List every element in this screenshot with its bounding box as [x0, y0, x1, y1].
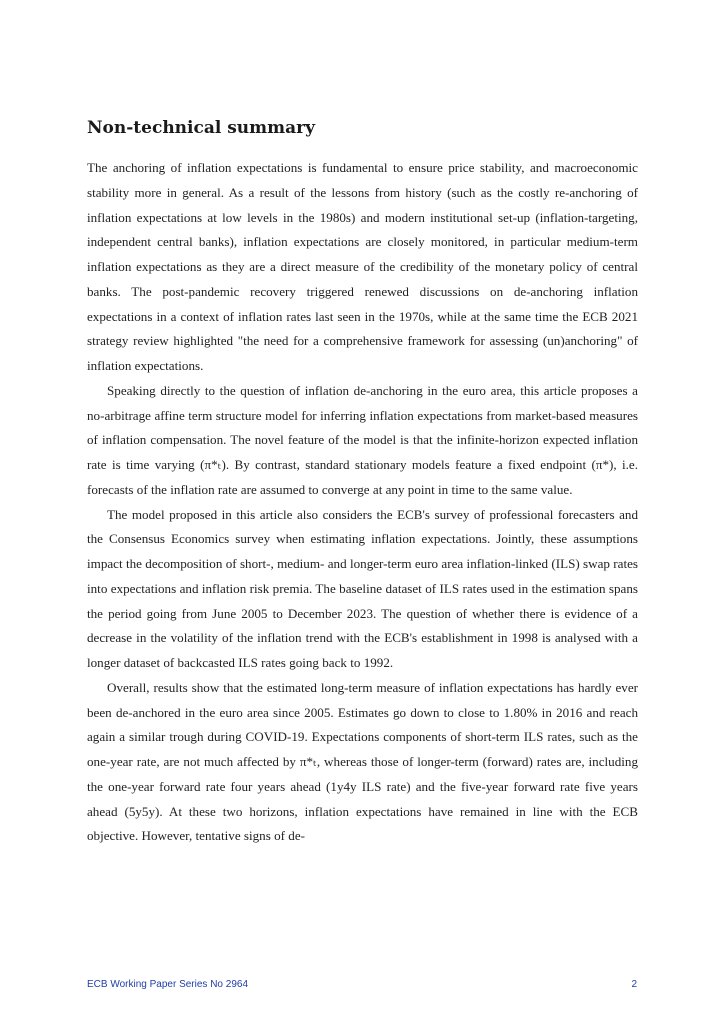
paragraph-2: Speaking directly to the question of inflation de-anchoring in the euro area, this article proposes a no-arbitrage affine term structure model for inferring inflation expectations from market-based measures of inflation compensation. The novel feature of the model is that the infinite-horizon expected inflation rate is time varying (π*ₜ). By contrast, standard stationary models feature a fixed endpoint (π*), i.e. forecasts of the inflation rate are assumed to converge at any point in time to the same value.	[87, 382, 638, 497]
paragraph-3: The model proposed in this article also considers the ECB's survey of professional forecasters and the Consensus Economics survey when estimating inflation expectations. Jointly, these assumptions impact the decomposition of short-, medium- and longer-term euro area inflation-linked (ILS) swap rates into expectations and inflation risk premia. The baseline dataset of ILS rates used in the estimation spans the period going from June 2005 to December 2023. The question of whether there is evidence of a decrease in the volatility of the inflation trend with the ECB's establishment in 1998 is analysed with a longer dataset of backcasted ILS rates going back to 1992.	[87, 506, 638, 670]
paragraph-4: Overall, results show that the estimated long-term measure of inflation expectations has hardly ever been de-anchored in the euro area since 2005. Estimates go down to close to 1.80% in 2016 and reach again a similar trough during COVID-19. Expectations components of short-term ILS rates, such as the one-year rate, are not much affected by π*ₜ, whereas those of longer-term (forward) rates are, including the one-year forward rate four years ahead (1y4y ILS rate) and the five-year forward rate five years ahead (5y5y). At these two horizons, inflation expectations have remained in line with the ECB objective. However, tentative signs of de-	[87, 679, 638, 844]
summary-body	[87, 156, 638, 849]
footer-page-number: 2	[631, 979, 637, 990]
footer-series-label: ECB Working Paper Series No 2964	[87, 979, 249, 990]
section-title: Non-technical summary	[87, 118, 315, 138]
paragraph-1: The anchoring of inflation expectations is fundamental to ensure price stability, and macroeconomic stability more in general. As a result of the lessons from history (such as the costly re-anchoring of inflation expectations at low levels in the 1980s) and modern institutional set-up (inflation-targeting, independent central banks), inflation expectations are closely monitored, in particular medium-term inflation expectations as they are a direct measure of the credibility of the monetary policy of central banks. The post-pandemic recovery triggered renewed discussions on de-anchoring inflation expectations in a context of inflation rates last seen in the 1970s, while at the same time the ECB 2021 strategy review highlighted "the need for a comprehensive framework for assessing (un)anchoring" of inflation expectations.	[87, 160, 638, 373]
